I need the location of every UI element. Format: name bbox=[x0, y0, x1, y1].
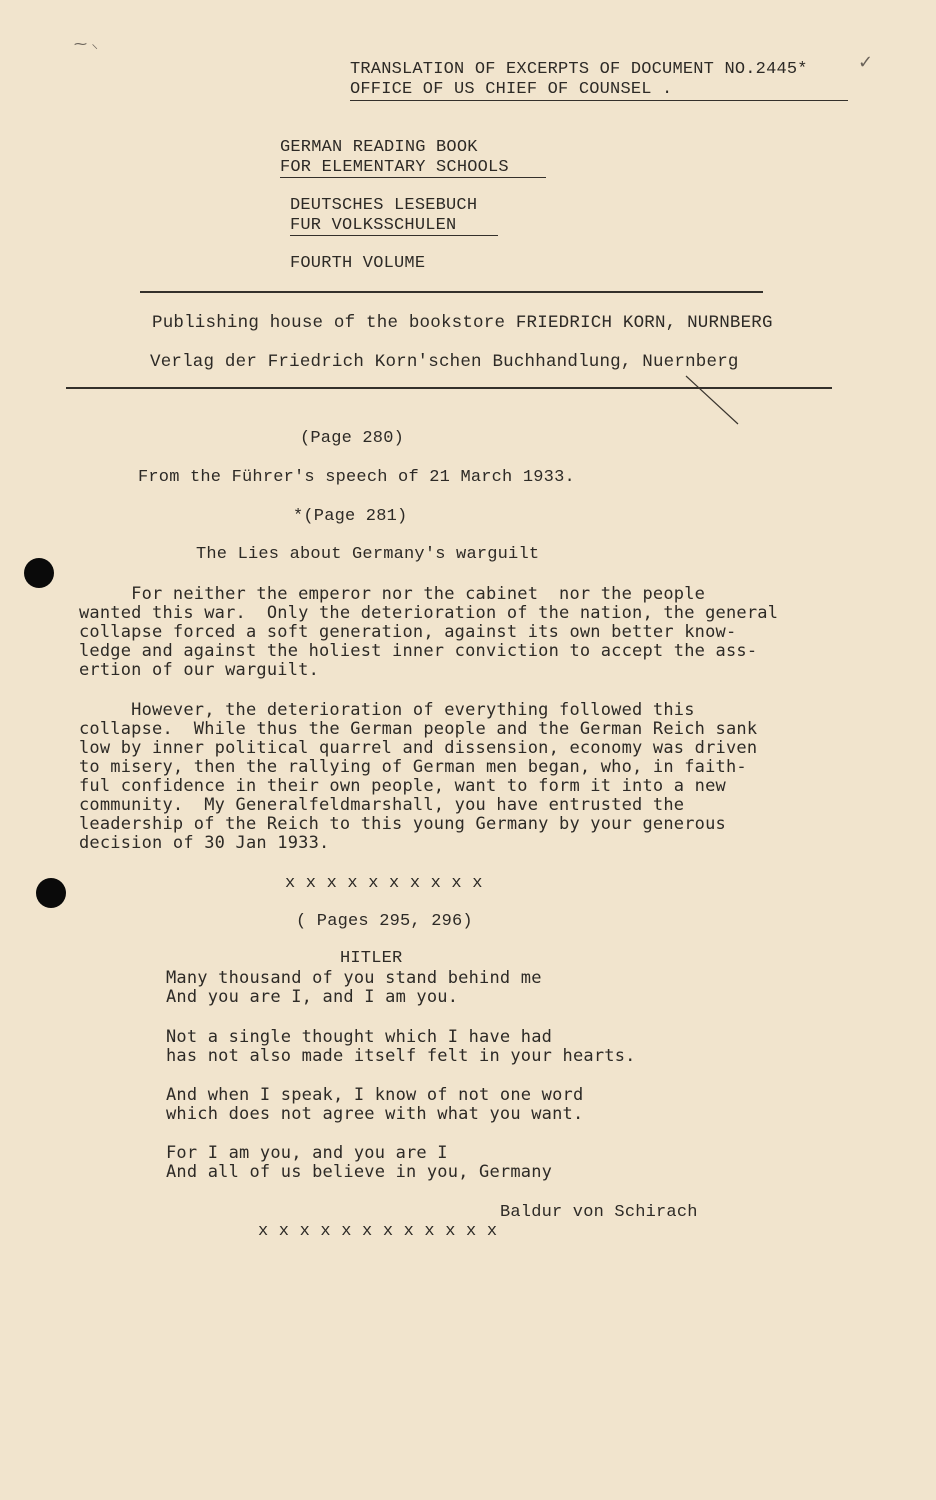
book-title-de-2: FUR VOLKSSCHULEN bbox=[290, 216, 457, 235]
publisher-de: Verlag der Friedrich Korn'schen Buchhandlung, Nuernberg bbox=[150, 352, 739, 372]
paragraph-2: However, the deterioration of everything followed this collapse. While thus the German people and the German Reich sank low by inner political quarrel and dissension, economy was driven to misery, then the rallying of German men began, who, in faith- ful confidence in their own people, want to form it into a new community. My Generalfeldmarshall, you have entrusted the leadership of the Reich to this young Germany by your generous decision of 30 Jan 1933. bbox=[79, 700, 758, 853]
poem-title: HITLER bbox=[340, 949, 403, 968]
poem-stanza-4: For I am you, and you are I And all of us believe in you, Germany bbox=[166, 1143, 553, 1182]
separator-1: x x x x x x x x x x bbox=[285, 874, 483, 893]
paragraph-1: For neither the emperor nor the cabinet nor the people wanted this war. Only the deterioration of the nation, the general collapse forced a soft generation, against its own better know- ledge and against the holiest inner conviction to accept the ass- ertion of our warguilt. bbox=[79, 584, 779, 680]
office-line: OFFICE OF US CHIEF OF COUNSEL . bbox=[350, 80, 673, 99]
divider-top bbox=[140, 291, 763, 293]
punch-hole-top bbox=[24, 558, 54, 588]
poem-stanza-2: Not a single thought which I have had has not also made itself felt in your hearts. bbox=[166, 1027, 636, 1066]
book-title-de-underline bbox=[290, 235, 498, 236]
poem-stanza-3: And when I speak, I know of not one word which does not agree with what you want. bbox=[166, 1085, 584, 1124]
poem-author: Baldur von Schirach bbox=[500, 1203, 698, 1222]
pencil-stroke bbox=[680, 372, 750, 432]
header-underline bbox=[350, 100, 848, 101]
document-title: TRANSLATION OF EXCERPTS OF DOCUMENT NO.2445* bbox=[350, 60, 808, 79]
separator-2: x x x x x x x x x x x x bbox=[258, 1222, 498, 1241]
page-ref-280: (Page 280) bbox=[300, 429, 405, 448]
book-title-en-1: GERMAN READING BOOK bbox=[280, 138, 478, 157]
punch-hole-bottom bbox=[36, 878, 66, 908]
pencil-mark: ⁓ ⸜ bbox=[74, 37, 99, 52]
check-mark-icon: ✓ bbox=[858, 52, 874, 73]
publisher-en: Publishing house of the bookstore FRIEDRICH KORN, NURNBERG bbox=[152, 313, 773, 333]
book-title-en-2: FOR ELEMENTARY SCHOOLS bbox=[280, 158, 509, 177]
page-ref-281: *(Page 281) bbox=[293, 507, 408, 526]
volume: FOURTH VOLUME bbox=[290, 254, 426, 273]
speech-heading: From the Führer's speech of 21 March 1933. bbox=[138, 468, 575, 487]
book-title-en-underline bbox=[280, 177, 546, 178]
page-ref-295-296: ( Pages 295, 296) bbox=[296, 912, 473, 931]
book-title-de-1: DEUTSCHES LESEBUCH bbox=[290, 196, 478, 215]
poem-stanza-1: Many thousand of you stand behind me And you are I, and I am you. bbox=[166, 968, 542, 1007]
section-title: The Lies about Germany's warguilt bbox=[196, 545, 540, 564]
